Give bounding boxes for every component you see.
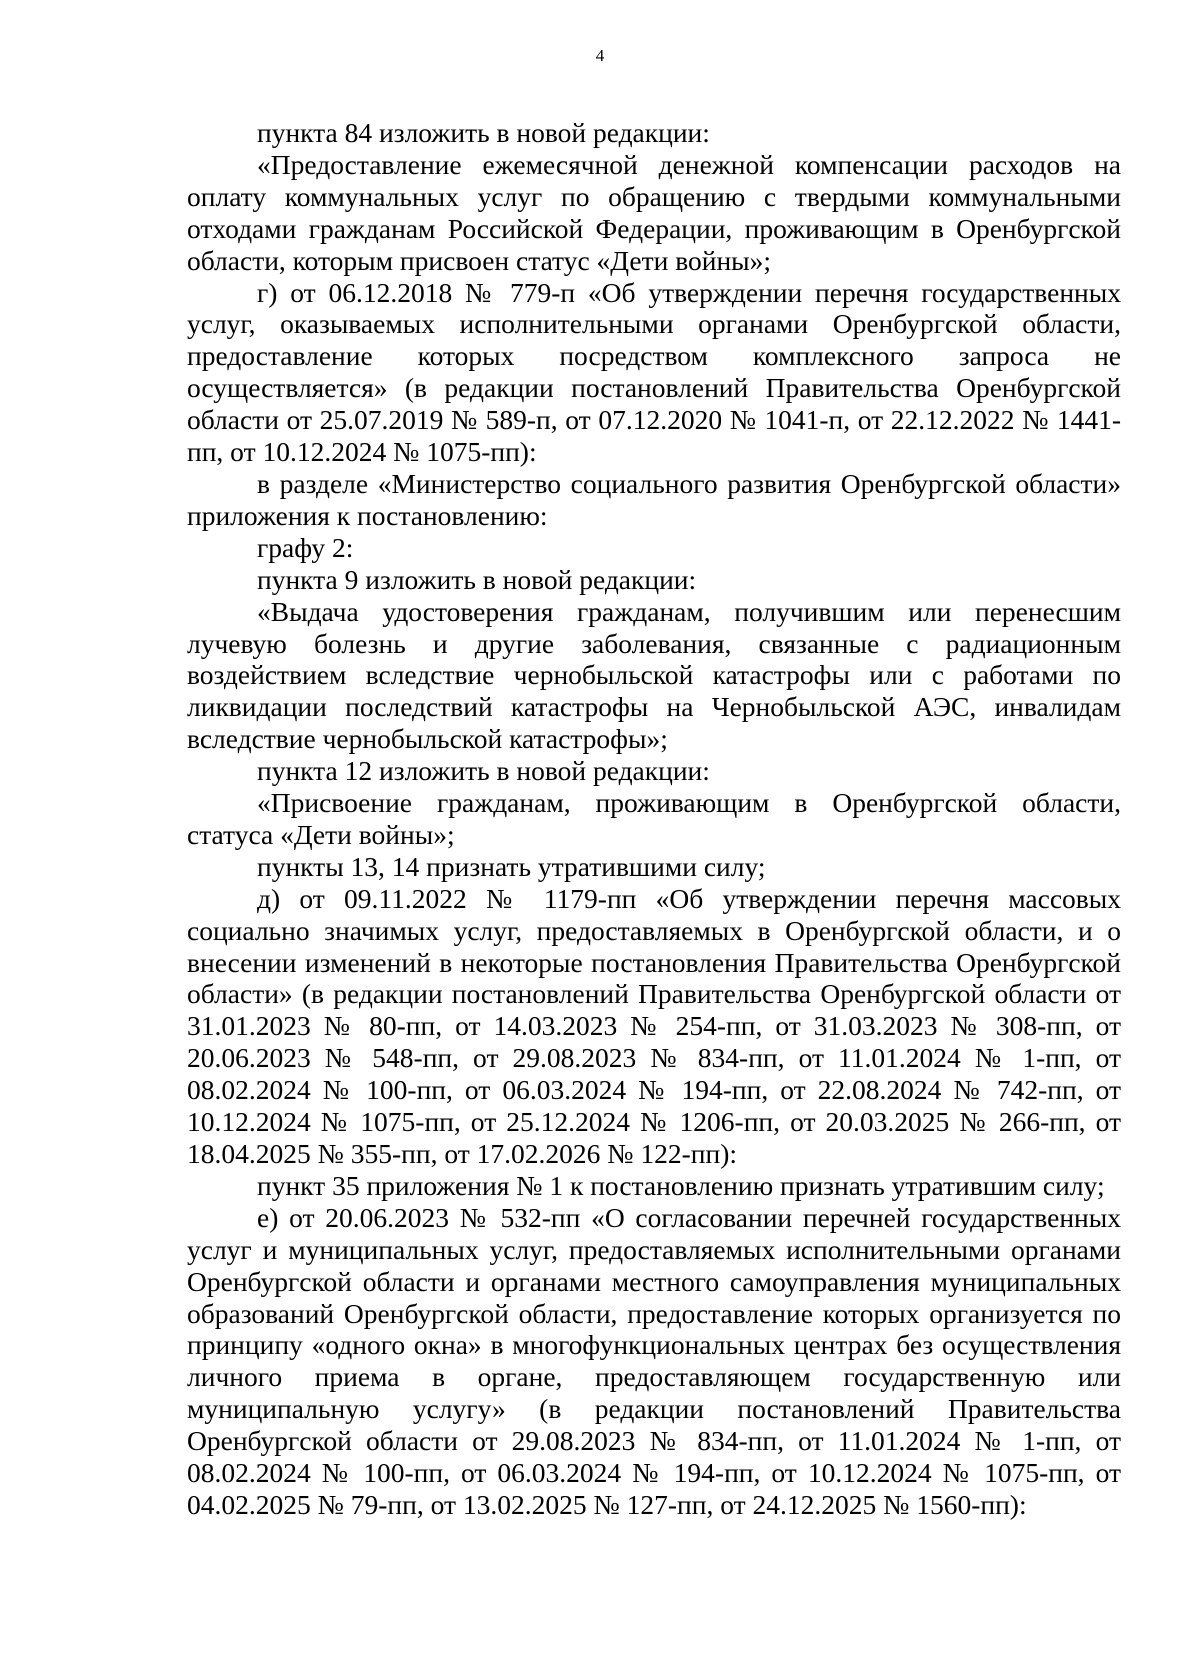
paragraph: пункта 84 изложить в новой редакции: (257, 117, 710, 148)
paragraph: пункт 35 приложения № 1 к постановлению признать утратившим силу; (257, 1169, 1105, 1201)
page-number: 4 (595, 46, 605, 65)
paragraph: пункта 9 изложить в новой редакции: (257, 563, 697, 595)
document-body (187, 117, 1121, 1521)
paragraph: «Выдача удостоверения гражданам, получившим или перенесшим лучевую болезнь и другие заболевания, связанные с радиационным воздействием вследствие чернобыльской катастрофы или с работами по ликвидации последствий катастрофы на Чернобыльской АЭС, инвалидам вследствие чернобыльской катастрофы»; (187, 595, 1121, 755)
paragraph: г) от 06.12.2018 № 779-п «Об утверждении перечня государственных услуг, оказываемых исполнительными органами Оренбургской области, предоставление которых посредством комплексного запроса не осуществляется» (в редакции постановлений Правительства Оренбургской области от 25.07.2019 № 589-п, от 07.12.2020 № 1041-п, от 22.12.2022 № 1441-пп, от 10.12.2024 № 1075-пп): (187, 276, 1121, 468)
paragraph: пункта 12 изложить в новой редакции: (257, 755, 710, 787)
paragraph: графу 2: (257, 531, 354, 563)
paragraph: е) от 20.06.2023 № 532-пп «О согласовании перечней государственных услуг и муниципальных услуг, предоставляемых исполнительными органами Оренбургской области и органами местного самоуправления муниципальных образований Оренбургской области, предоставление которых организуется по принципу «одного окна» в многофункциональных центрах без осуществления личного приема в органе, предоставляющем государственную или муниципальную услугу» (в редакции постановлений Правительства Оренбургской области от 29.08.2023 № 834-пп, от 11.01.2024 № 1-пп, от 08.02.2024 № 100-пп, от 06.03.2024 № 194-пп, от 10.12.2024 № 1075-пп, от 04.02.2025 № 79-пп, от 13.02.2025 № 127-пп, от 24.12.2025 № 1560-пп): (187, 1201, 1121, 1520)
paragraph: «Предоставление ежемесячной денежной компенсации расходов на оплату коммунальных услуг по обращению с твердыми коммунальными отходами гражданам Российской Федерации, проживающим в Оренбургской области, которым присвоен статус «Дети войны»; (187, 148, 1121, 276)
paragraph: д) от 09.11.2022 № 1179-пп «Об утверждении перечня массовых социально значимых услуг, предоставляемых в Оренбургской области, и о внесении изменений в некоторые постановления Правительства Оренбургской области» (в редакции постановлений Правительства Оренбургской области от 31.01.2023 № 80-пп, от 14.03.2023 № 254-пп, от 31.03.2023 № 308-пп, от 20.06.2023 № 548-пп, от 29.08.2023 № 834-пп, от 11.01.2024 № 1-пп, от 08.02.2024 № 100-пп, от 06.03.2024 № 194-пп, от 22.08.2024 № 742-пп, от 10.12.2024 № 1075-пп, от 25.12.2024 № 1206-пп, от 20.03.2025 № 266-пп, от 18.04.2025 № 355-пп, от 17.02.2026 № 122-пп): (187, 882, 1121, 1169)
paragraph: в разделе «Министерство социального развития Оренбургской области» приложения к постановлению: (187, 467, 1121, 531)
paragraph: пункты 13, 14 признать утратившими силу; (257, 850, 766, 882)
paragraph: «Присвоение гражданам, проживающим в Оренбургской области, статуса «Дети войны»; (187, 787, 1121, 850)
